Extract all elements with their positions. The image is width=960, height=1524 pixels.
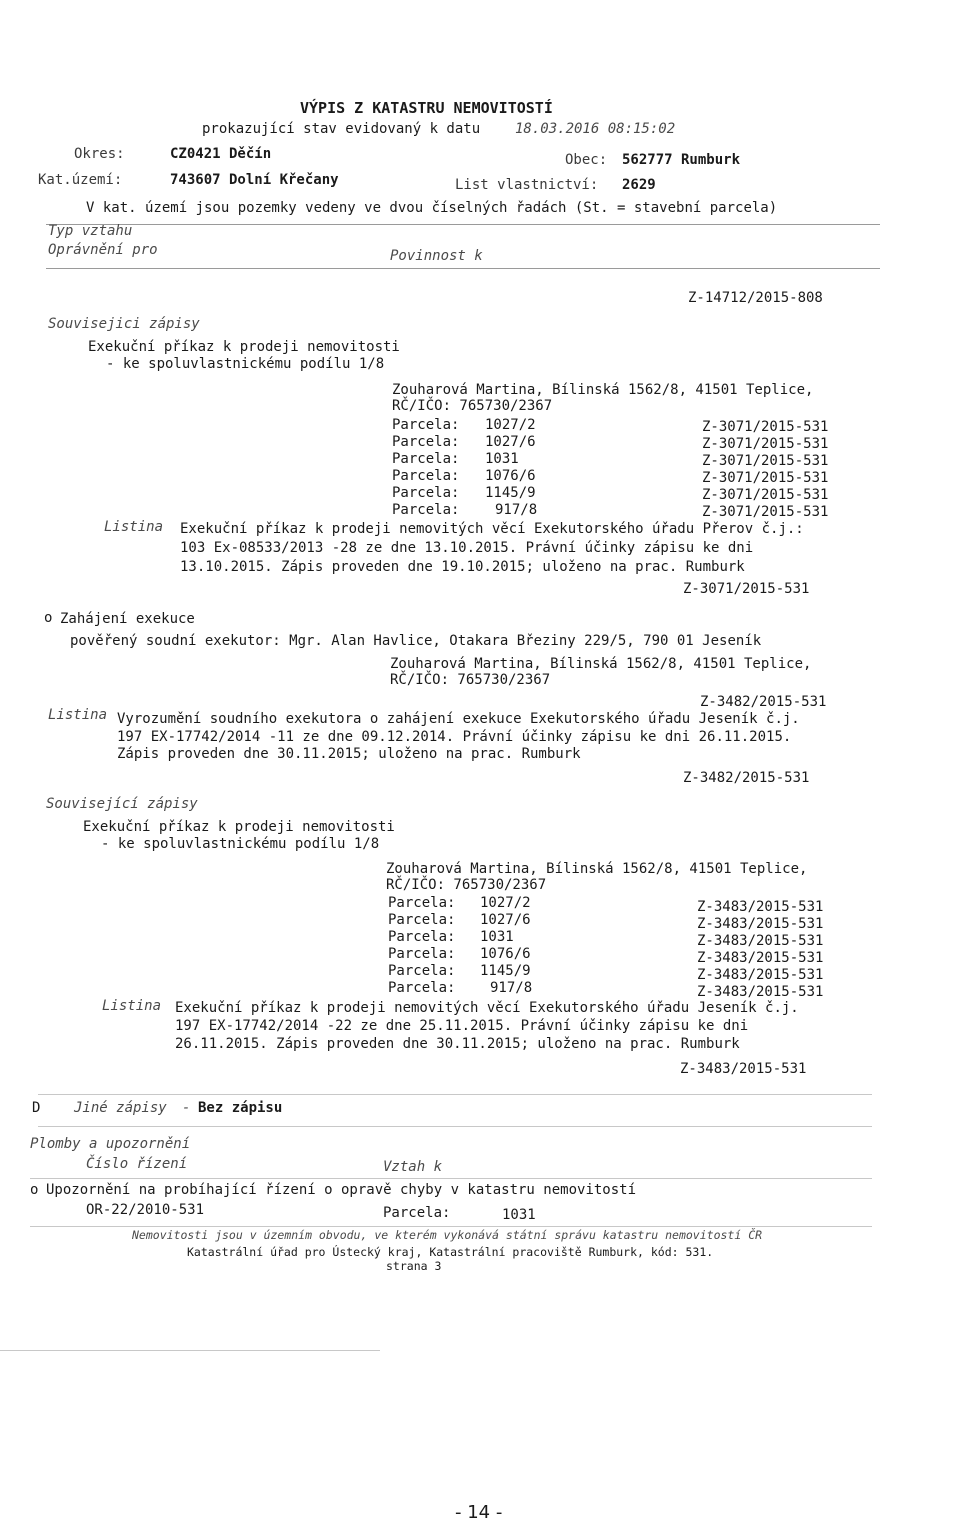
listina-label: Listina [48,707,108,723]
parcel-ref: Z-3483/2015-531 [697,950,824,966]
parcel-value: 1031 [502,1207,536,1223]
divider [38,1094,872,1095]
parcel-label: Parcela: [392,451,460,467]
parcel-ref: Z-3483/2015-531 [697,967,824,983]
parcel-value: 1145/9 [480,963,531,979]
owner-name: Zouharová Martina, Bílinská 1562/8, 41501 Teplice, [392,382,814,398]
owner-id: RČ/IČO: 765730/2367 [386,877,547,893]
parcel-value: 1076/6 [485,468,536,484]
footer-page: strana 3 [386,1259,442,1273]
okres-value: CZ0421 Děčín [170,146,272,162]
parcel-label: Parcela: [392,485,460,501]
parcel-label: Parcela: [388,963,456,979]
lv-value: 2629 [622,177,656,193]
parcel-label: Parcela: [388,929,456,945]
listina-text: 103 Ex-08533/2013 -28 ze dne 13.10.2015. Právní účinky zápisu ke dni [180,540,754,556]
parcel-label: Parcela: [388,980,456,996]
upozorneni-text: Upozornění na probíhající řízení o opravě chyby v katastru nemovitostí [46,1182,637,1198]
parcel-value: 917/8 [495,502,538,518]
subtitle-date: 18.03.2016 08:15:02 [515,121,676,137]
section-label: Souvisejici zápisy [48,316,200,332]
parcel-ref: Z-3071/2015-531 [702,487,829,503]
entry-type: Exekuční příkaz k prodeji nemovitosti [88,339,400,355]
section-d-label: Jiné zápisy [74,1100,167,1116]
col-vztah-k: Vztah k [383,1159,443,1175]
owner-name: Zouharová Martina, Bílinská 1562/8, 41501 Teplice, [390,656,812,672]
footer-office: Katastrální úřad pro Ústecký kraj, Katastrální pracoviště Rumburk, kód: 531. [187,1245,714,1259]
document-title: VÝPIS Z KATASTRU NEMOVITOSTÍ [300,99,553,117]
listina-ref: Z-3482/2015-531 [683,770,810,786]
divider [46,268,880,269]
obec-label: Obec: [565,152,608,168]
parcel-ref: Z-3071/2015-531 [702,504,829,520]
divider [30,1178,872,1179]
ref-number: Z-14712/2015-808 [688,290,823,306]
listina-label: Listina [102,998,162,1014]
parcel-value: 1031 [485,451,519,467]
listina-text: 13.10.2015. Zápis proveden dne 19.10.2015; uloženo na prac. Rumburk [180,559,745,575]
katuzemi-label: Kat.území: [38,172,123,188]
obec-value: 562777 Rumburk [622,152,741,168]
divider [0,1350,380,1351]
section-letter: D [32,1100,41,1116]
divider [38,1126,872,1127]
bullet: o [30,1182,39,1198]
section-d-dash: - [182,1100,191,1116]
col-cislo-rizeni: Číslo řízení [86,1156,188,1172]
col-typ-vztahu: Typ vztahu [48,223,133,239]
parcel-label: Parcela: [388,912,456,928]
section-d-value: Bez zápisu [198,1100,283,1116]
listina-label: Listina [104,519,164,535]
entry-type: Exekuční příkaz k prodeji nemovitosti [83,819,395,835]
parcel-value: 1145/9 [485,485,536,501]
listina-text: Zápis proveden dne 30.11.2015; uloženo na prac. Rumburk [117,746,581,762]
parcel-value: 1076/6 [480,946,531,962]
parcel-ref: Z-3071/2015-531 [702,436,829,452]
page-number: - 14 - [455,1502,503,1523]
listina-text: Exekuční příkaz k prodeji nemovitých věcí Exekutorského úřadu Jeseník č.j. [175,1000,799,1016]
parcel-ref: Z-3071/2015-531 [702,470,829,486]
parcel-value: 1027/6 [485,434,536,450]
listina-text: 197 EX-17742/2014 -11 ze dne 09.12.2014. Právní účinky zápisu ke dni 26.11.2015. [117,729,792,745]
section-title: Zahájení exekuce [60,611,195,627]
okres-label: Okres: [74,146,125,162]
rizeni-number: OR-22/2010-531 [86,1202,205,1218]
bullet: o [44,610,53,626]
parcel-ref: Z-3483/2015-531 [697,933,824,949]
listina-ref: Z-3071/2015-531 [683,581,810,597]
listina-text: Exekuční příkaz k prodeji nemovitých věcí Exekutorského úřadu Přerov č.j.: [180,521,804,537]
parcel-label: Parcela: [392,434,460,450]
parcel-label: Parcela: [388,895,456,911]
parcel-label: Parcela: [388,946,456,962]
section-label: Související zápisy [46,796,198,812]
lv-label: List vlastnictví: [455,177,599,193]
parcel-label: Parcela: [392,468,460,484]
ref-number: Z-3482/2015-531 [700,694,827,710]
subtitle-prefix: prokazující stav evidovaný k datu [202,121,481,137]
parcel-ref: Z-3483/2015-531 [697,916,824,932]
parcel-value: 1027/2 [480,895,531,911]
parcel-value: 1027/2 [485,417,536,433]
executor-line: pověřený soudní exekutor: Mgr. Alan Havlice, Otakara Březiny 229/5, 790 01 Jeseník [70,633,762,649]
owner-name: Zouharová Martina, Bílinská 1562/8, 41501 Teplice, [386,861,808,877]
col-povinnost-k: Povinnost k [390,248,483,264]
plomby-title: Plomby a upozornění [30,1136,191,1152]
parcel-ref: Z-3483/2015-531 [697,899,824,915]
parcel-label: Parcela: [392,417,460,433]
parcel-ref: Z-3071/2015-531 [702,453,829,469]
parcel-value: 917/8 [490,980,533,996]
entry-type-detail: - ke spoluvlastnickému podílu 1/8 [106,356,385,372]
divider [30,1226,872,1227]
owner-id: RČ/IČO: 765730/2367 [392,398,553,414]
parcel-ref: Z-3483/2015-531 [697,984,824,1000]
listina-text: Vyrozumění soudního exekutora o zahájení exekuce Exekutorského úřadu Jeseník č.j. [117,711,800,727]
owner-id: RČ/IČO: 765730/2367 [390,672,551,688]
parcel-ref: Z-3071/2015-531 [702,419,829,435]
listina-ref: Z-3483/2015-531 [680,1061,807,1077]
parcel-value: 1027/6 [480,912,531,928]
entry-type-detail: - ke spoluvlastnickému podílu 1/8 [101,836,380,852]
parcel-value: 1031 [480,929,514,945]
col-opravneni-pro: Oprávnění pro [48,242,158,258]
parcel-label: Parcela: [383,1205,451,1221]
series-note: V kat. území jsou pozemky vedeny ve dvou číselných řadách (St. = stavební parcela) [86,200,778,216]
katuzemi-value: 743607 Dolní Křečany [170,172,339,188]
divider [46,224,880,225]
listina-text: 197 EX-17742/2014 -22 ze dne 25.11.2015. Právní účinky zápisu ke dni [175,1018,749,1034]
parcel-label: Parcela: [392,502,460,518]
footer-notice: Nemovitosti jsou v územním obvodu, ve kterém vykonává státní správu katastru nemovitostí ČR [132,1228,763,1242]
listina-text: 26.11.2015. Zápis proveden dne 30.11.2015; uloženo na prac. Rumburk [175,1036,740,1052]
